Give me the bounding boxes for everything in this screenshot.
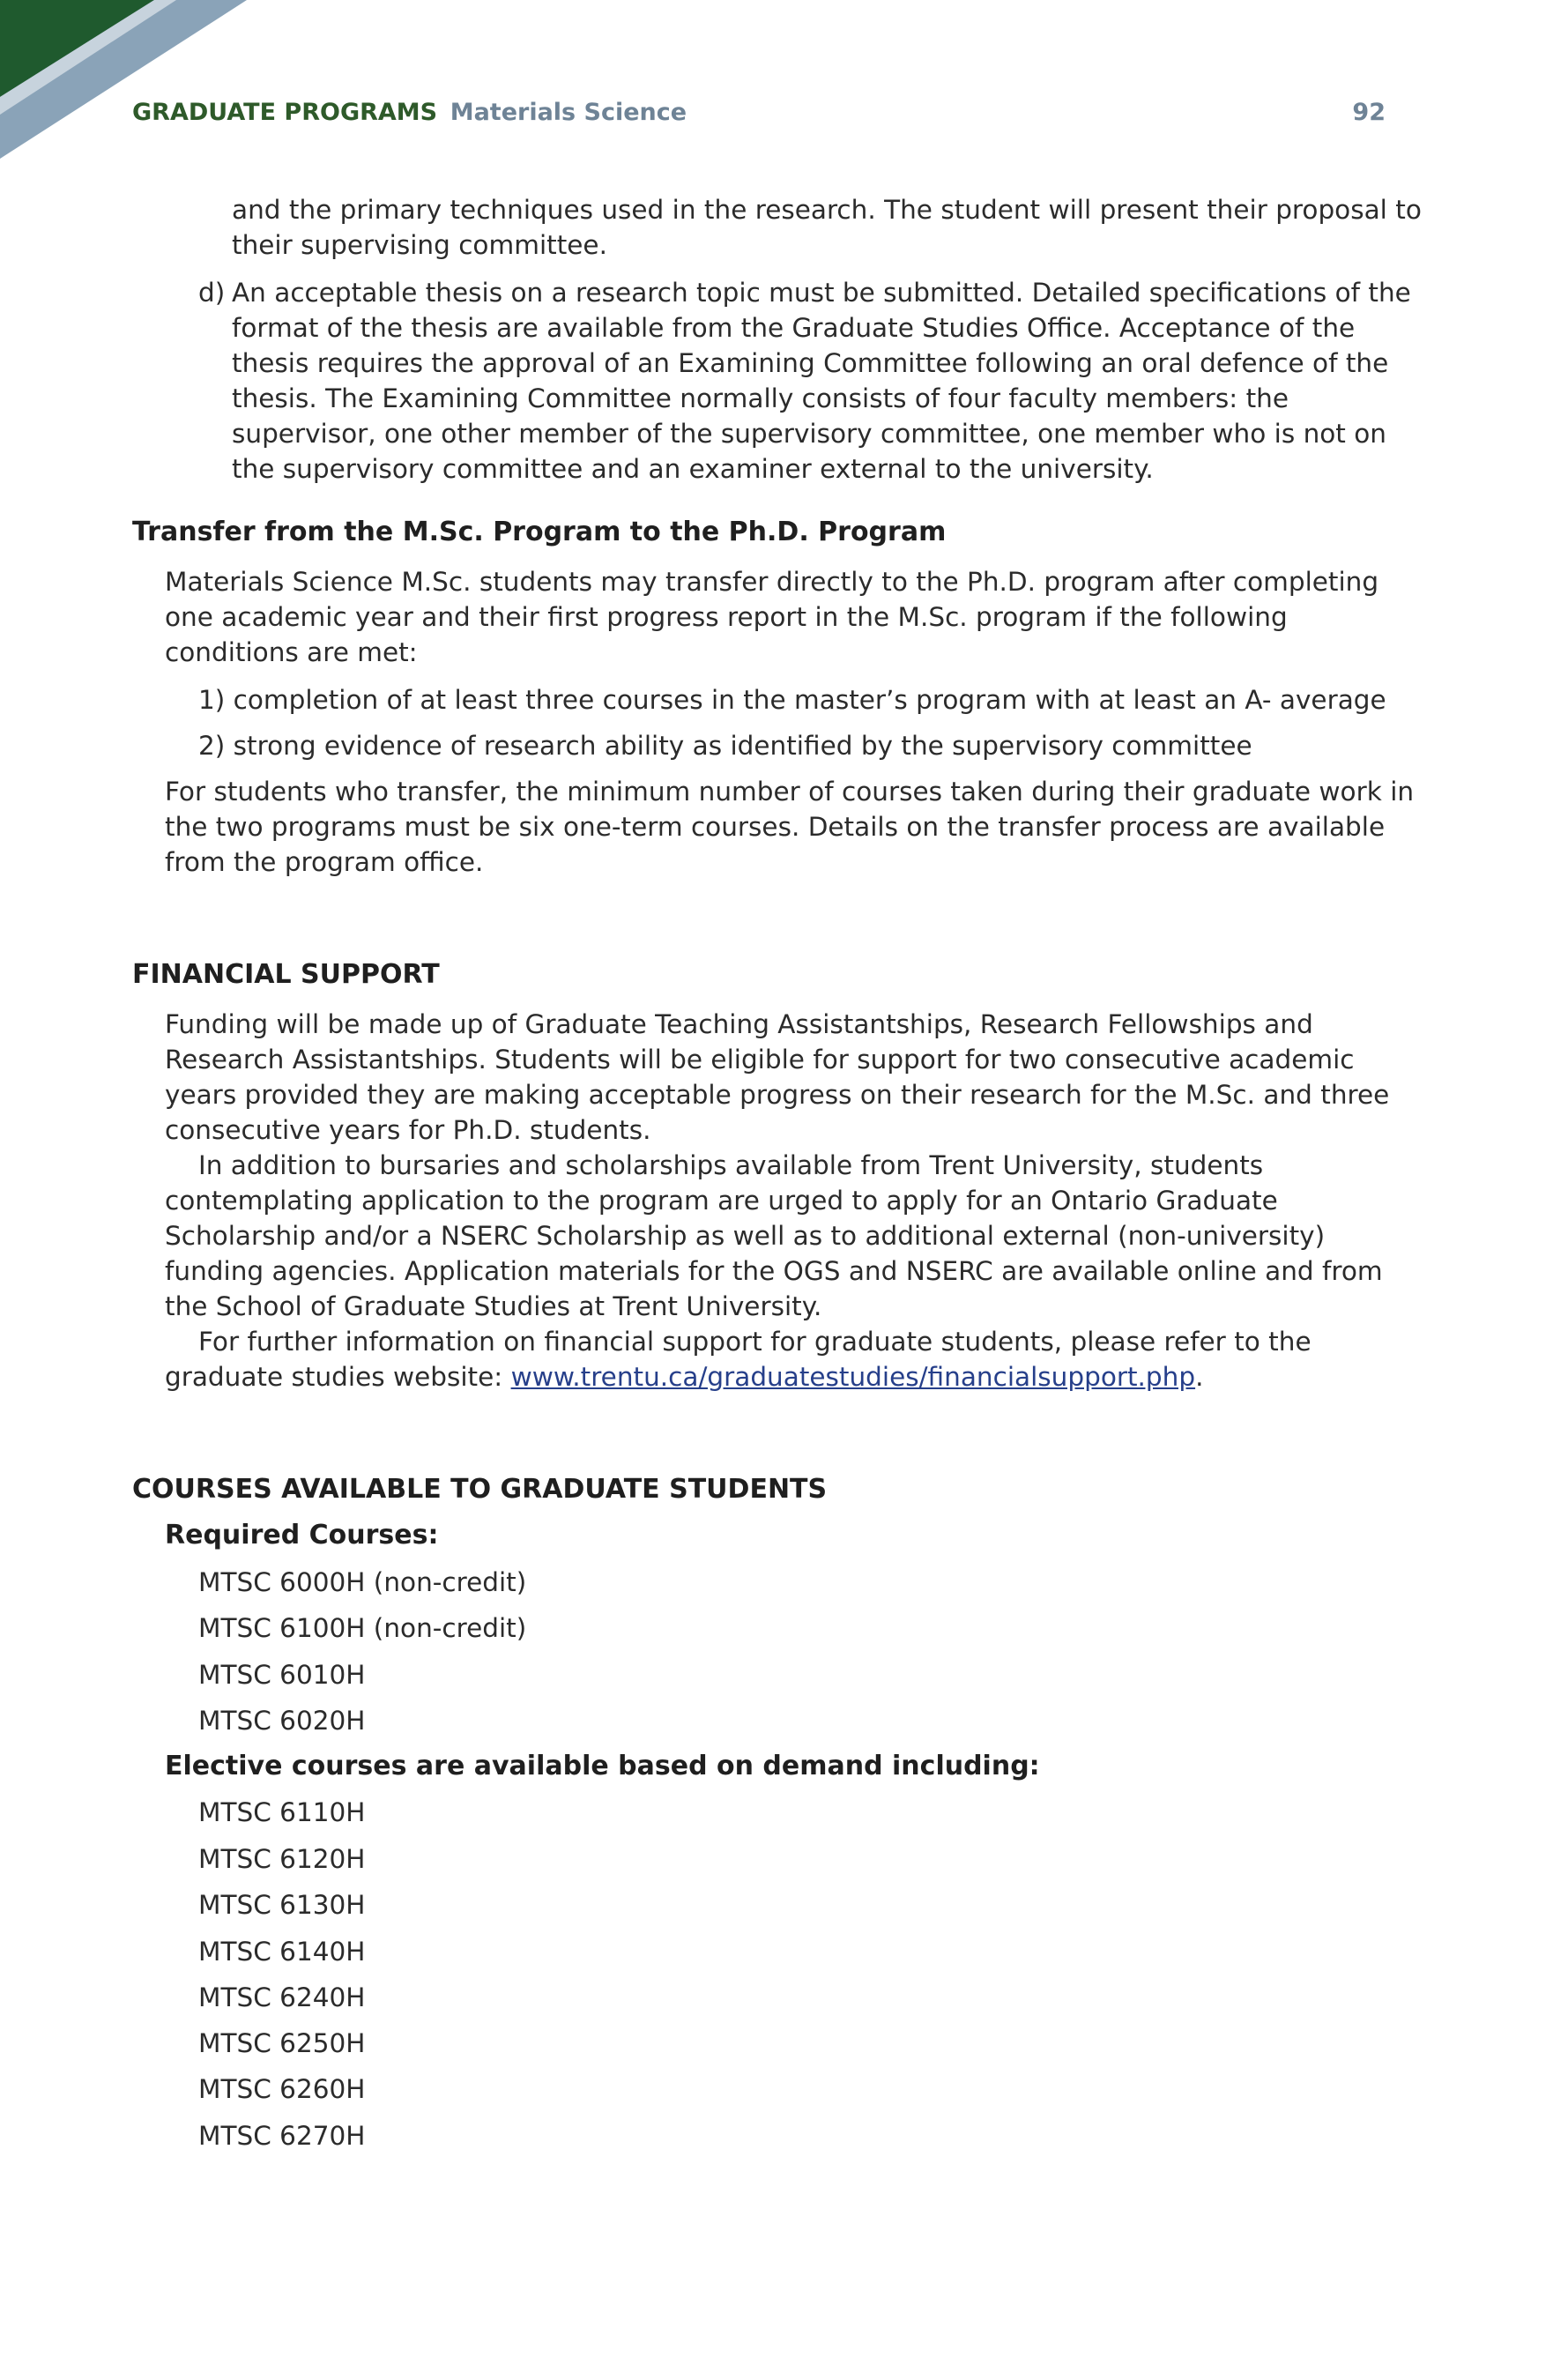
page-number: 92 (1352, 99, 1386, 126)
header-title: GRADUATE PROGRAMS (132, 99, 438, 126)
course-item: MTSC 6250H (198, 2028, 366, 2058)
item-d-label: d) (198, 278, 226, 308)
elective-courses-heading: Elective courses are available based on demand including: (165, 1751, 1040, 1781)
course-item: MTSC 6240H (198, 1982, 366, 2012)
running-header (132, 99, 1386, 134)
transfer-closing: For students who transfer, the minimum number of courses taken during their graduate work in the two programs must be six one-term courses. Details on the transfer process are available from the program office. (165, 777, 1415, 877)
course-item: MTSC 6120H (198, 1844, 366, 1874)
course-item: MTSC 6000H (non-credit) (198, 1567, 527, 1597)
course-item: MTSC 6140H (198, 1937, 366, 1967)
financial-para-3 (165, 1324, 1425, 1395)
item-d-text: An acceptable thesis on a research topic must be submitted. Detailed specifications of the format of the thesis are available from the Graduate Studies Office. Acceptance of the thesis requires the approval of an Examining Committee following an oral defence of the thesis. The Examining Committee normally consists of four faculty members: the supervisor, one other member of the supervisory committee, one member who is not on the supervisory committee and an examiner external to the university. (232, 278, 1411, 484)
transfer-heading: Transfer from the M.Sc. Program to the Ph.D. Program (132, 517, 947, 547)
financial-heading: FINANCIAL SUPPORT (132, 959, 440, 990)
course-item: MTSC 6130H (198, 1890, 366, 1920)
financial-para-3-suffix: . (1195, 1362, 1204, 1392)
financial-para-3-prefix: For further information on financial support for graduate students, please refer to the graduate studies website: (165, 1327, 1312, 1392)
transfer-condition-2: 2) strong evidence of research ability as identified by the supervisory committee (198, 731, 1252, 761)
course-item: MTSC 6260H (198, 2074, 366, 2104)
thesis-continuation: and the primary techniques used in the research. The student will present their proposal to their supervising committee. (232, 195, 1422, 260)
course-item: MTSC 6110H (198, 1797, 366, 1827)
corner-decoration (0, 0, 247, 159)
header-subtitle: Materials Science (450, 99, 687, 126)
financial-para-1: Funding will be made up of Graduate Teaching Assistantships, Research Fellowships and Research Assistantships. Students will be eligible for support for two consecutive academic years provided they are making acceptable progress on their research for the M.Sc. and three consecutive years for Ph.D. students. (165, 1009, 1390, 1145)
course-item: MTSC 6100H (non-credit) (198, 1613, 527, 1643)
courses-heading: COURSES AVAILABLE TO GRADUATE STUDENTS (132, 1474, 828, 1505)
course-item: MTSC 6020H (198, 1706, 366, 1736)
transfer-condition-1: 1) completion of at least three courses in the master’s program with at least an A- average (198, 685, 1386, 715)
financial-support-link[interactable]: www.trentu.ca/graduatestudies/financialsupport.php (510, 1362, 1196, 1392)
course-item: MTSC 6270H (198, 2121, 366, 2151)
transfer-intro: Materials Science M.Sc. students may transfer directly to the Ph.D. program after completing one academic year and their first progress report in the M.Sc. program if the following conditions are met: (165, 567, 1379, 667)
required-courses-heading: Required Courses: (165, 1520, 439, 1551)
course-item: MTSC 6010H (198, 1660, 366, 1690)
financial-para-2: In addition to bursaries and scholarships available from Trent University, students contemplating application to the program are urged to apply for an Ontario Graduate Scholarship and/or a NSERC Scholarship as well as to additional external (non-university) funding agencies. Application materials for the OGS and NSERC are available online and from the School of Graduate Studies at Trent University. (165, 1150, 1383, 1321)
